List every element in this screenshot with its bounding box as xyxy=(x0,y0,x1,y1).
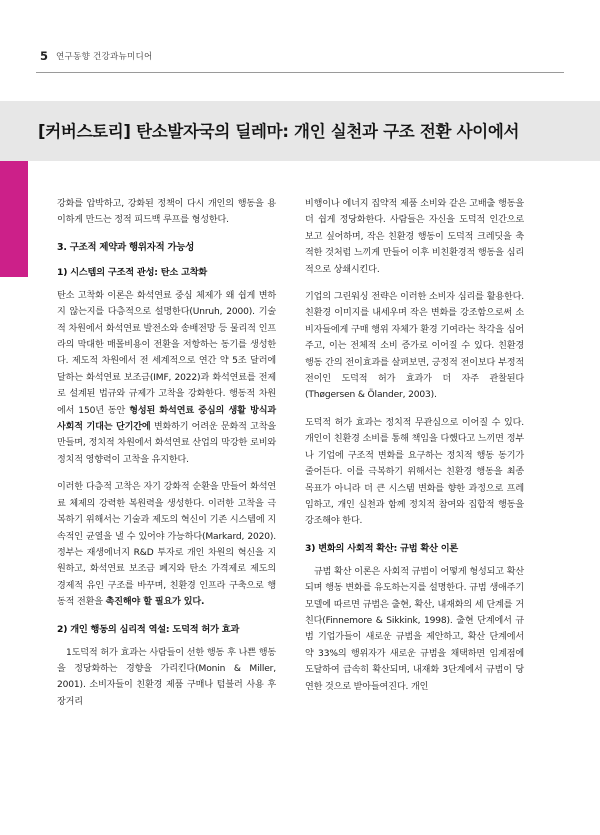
paragraph: 기업의 그린워싱 전략은 이러한 소비자 심리를 활용한다. 친환경 이미지를 내세우며 작은 변화를 강조함으로써 소비자들에게 구매 행위 자체가 환경 기여라는 착각을 심어주고, 이는 전체적 소비 증가로 이어질 수 있다. 친환경 행동 간의 전이효과를 살펴보면, 긍정적 전이보다 부정적 전이인 도덕적 허가 효과가 더 자주 관찰된다(Thøgersen & Ölander, 2003). xyxy=(305,292,524,401)
subsection-heading: 1) 시스템의 구조적 관성: 탄소 고착화 xyxy=(57,266,208,278)
left-column xyxy=(57,196,276,721)
page-title: [커버스토리] 탄소발자국의 딜레마: 개인 실천과 구조 전환 사이에서 xyxy=(38,122,520,141)
paragraph: 도덕적 허가 효과는 정치적 무관심으로 이어질 수 있다. 개인이 친환경 소비를 통해 책임을 다했다고 느끼면 정부나 기업에 구조적 변화를 요구하는 정치적 행동 동기가 줄어든다. 이를 극복하기 위해서는 친환경 행동을 최종 목표가 아니라 더 큰 시스템 변화를 향한 과정으로 프레임하고, 개인 실천과 함께 정치적 참여와 집합적 행동을 강조해야 한다. xyxy=(305,417,524,527)
paragraph-bold-run: 촉진해야 할 필요가 있다. xyxy=(105,597,205,608)
paragraph: 규범 확산 이론은 사회적 규범이 어떻게 형성되고 확산되며 행동 변화를 유도하는지를 설명한다. 규범 생애주기 모델에 따르면 규범은 출현, 확산, 내재화의 세 단계를 거친다(Finnemore & Sikkink, 1998). 출현 단계에서 규범 기업가들이 새로운 규범을 제안하고, 확산 단계에서 약 33%의 행위자가 새로운 규범을 채택하면 임계점에 도달하여 급속히 확산되며, 내재화 3단계에서 규범이 당연한 것으로 받아들여진다. 개인 xyxy=(305,566,524,692)
section-heading: 3. 구조적 제약과 행위자적 가능성 xyxy=(57,241,195,253)
body-columns xyxy=(0,196,600,796)
paragraph-text: 이러한 다층적 고착은 자기 강화적 순환을 만들어 화석연료 체제의 강력한 복원력을 생성한다. 이러한 고착을 극복하기 위해서는 기술과 제도의 혁신이 기존 시스템에 지속적인 균열을 낼 수 있어야 가능하다(Markard, 2020). 정부는 재생에너지 R&D 투자로 개인 차원의 혁신을 지원하고, 화석연료 보조금 폐지와 탄소 가격제로 제도의 경제적 유인 구조를 바꾸며, 친환경 인프라 구축으로 행동적 전환을 xyxy=(57,482,276,608)
page-number: 5 xyxy=(40,49,49,63)
title-band-top-rule xyxy=(0,99,600,101)
header-divider xyxy=(36,72,564,73)
paragraph: 강화를 압박하고, 강화된 정책이 다시 개인의 행동을 용이하게 만드는 정적 피드백 루프를 형성한다. xyxy=(57,199,276,226)
paragraph-text-tail: 변화하기 어려운 문화적 고착을 만들며, 정치적 차원에서 화석연료 산업의 막강한 로비와 정치적 영향력이 고착을 유지한다. xyxy=(57,422,276,465)
paragraph-bold-run: 형성된 화석연료 중심의 생활 방식과 사회적 기대는 단기간에 xyxy=(57,405,276,433)
paragraph-text: 탄소 고착화 이론은 화석연료 중심 체제가 왜 쉽게 변하지 않는지를 다층적으로 설명한다(Unruh, 2000). 기술적 차원에서 화석연료 발전소와 송배전망 등 물리적 인프라의 막대한 매몰비용이 전환을 저항하는 동기를 생성한다. 제도적 차원에서 전 세계적으로 연간 약 5조 달러에 달하는 화석연료 보조금(IMF, 2022)과 화석연료를 전제로 설계된 법규와 규제가 고착을 강화한다. 행동적 차원에서 150년 동안 xyxy=(57,290,276,416)
paragraph xyxy=(57,288,276,468)
subsection-heading: 3) 변화의 사회적 확산: 규범 확산 이론 xyxy=(305,542,459,554)
page-header xyxy=(0,38,600,74)
running-title: 연구동향 건강과뉴미디어 xyxy=(56,52,153,62)
paragraph: 1도덕적 허가 효과는 사람들이 선한 행동 후 나쁜 행동을 정당화하는 경향을 가리킨다(Monin & Miller, 2001). 소비자들이 친환경 제품 구매나 텀블러 사용 후 장거리 xyxy=(57,647,276,707)
paragraph: 비행이나 에너지 집약적 제품 소비와 같은 고배출 행동을 더 쉽게 정당화한다. 사람들은 자신을 도덕적 인간으로 보고 싶어하며, 작은 친환경 행동이 도덕적 크레딧을 축적한 것처럼 느끼게 만들어 이후 비친환경적 행동을 심리적으로 상쇄시킨다. xyxy=(305,199,524,275)
paragraph xyxy=(57,479,276,610)
right-column xyxy=(305,196,524,706)
subsection-heading: 2) 개인 행동의 심리적 역설: 도덕적 허가 효과 xyxy=(57,623,240,635)
